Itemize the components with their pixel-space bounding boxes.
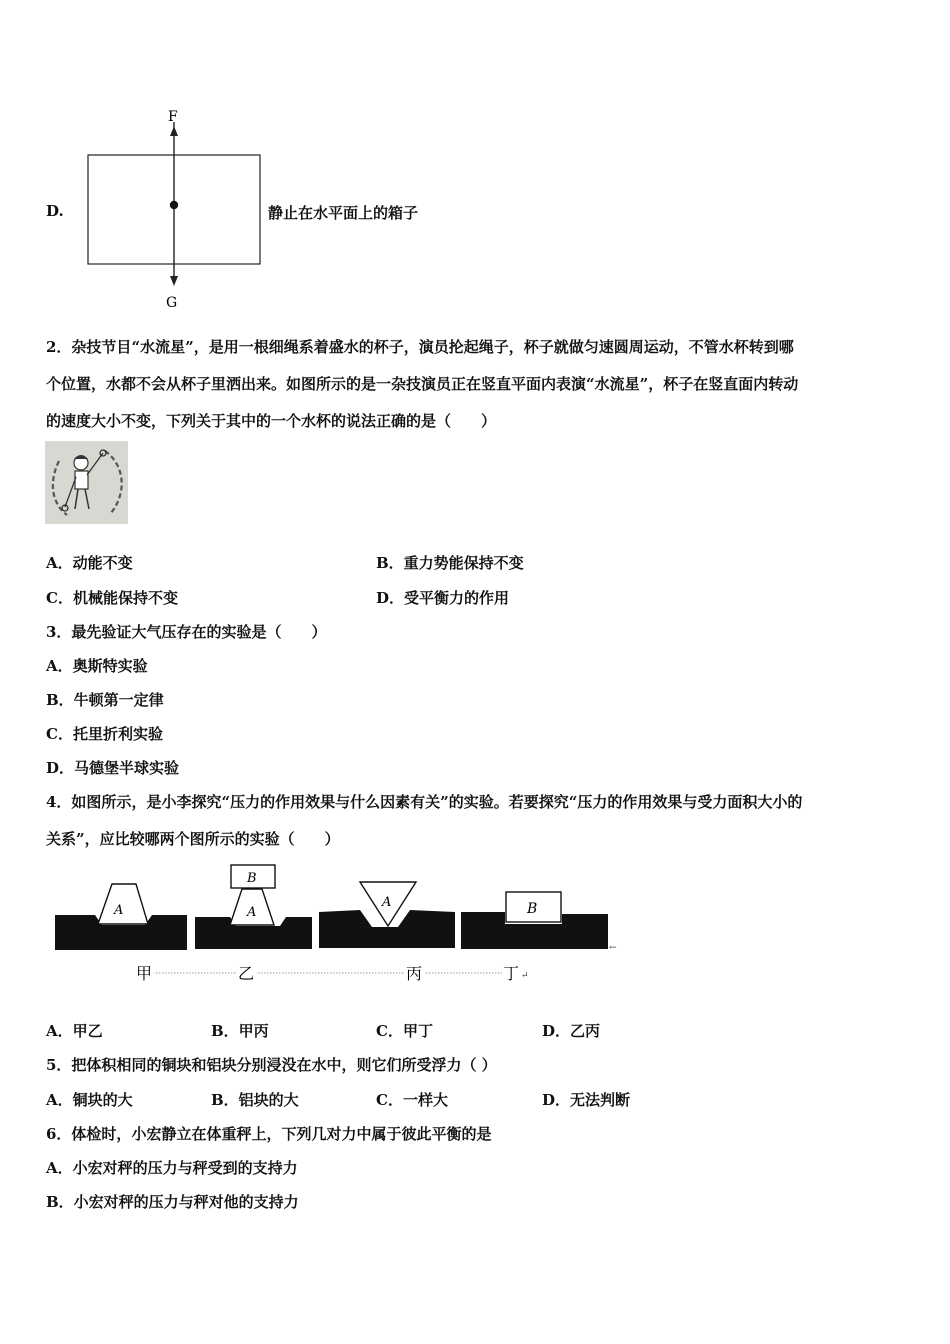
q6-option-b: B．小宏对秤的压力与秤对他的支持力 [46,1193,299,1211]
q3-option-a: A．奥斯特实验 [46,657,148,675]
q3-option-d: D．马德堡半球实验 [46,759,180,777]
q4-option-b: B．甲丙 [211,1022,269,1040]
block-a-label: A [382,895,392,910]
label-yi: 乙 [238,964,255,983]
q3-option-b: B．牛顿第一定律 [46,691,164,709]
block-a-label: A [247,905,257,920]
q4-option-c: C．甲丁 [376,1022,433,1040]
q6-stem: 6．体检时，小宏静立在体重秤上，下列几对力中属于彼此平衡的是 [46,1125,492,1143]
svg-text:↵: ↵ [521,971,529,981]
label-bing: 丙 [406,964,423,983]
label-jia: 甲 [136,964,153,983]
q1-option-d-caption: 静止在水平面上的箱子 [268,204,419,222]
q5-option-d: D．无法判断 [542,1091,631,1109]
q2-stem-line-2: 个位置，水都不会从杯子里洒出来。如图所示的是一杂技演员正在竖直平面内表演“水流星”，杯子在竖直面内转动 [46,375,799,393]
q5-option-a: A．铜块的大 [46,1091,133,1109]
q5-option-c: C．一样大 [376,1091,448,1109]
block-a-label: A [114,903,124,918]
center-of-mass-dot [170,201,178,209]
block-b-label: B [527,901,538,917]
q6-option-a: A．小宏对秤的压力与秤受到的支持力 [46,1159,298,1177]
force-arrow-down-icon [170,276,178,286]
block-b-label: B [247,871,257,886]
force-arrow-up-icon [170,126,178,136]
pressure-experiment-figure [50,860,630,990]
box-force-diagram [80,104,270,314]
experiment-ding [461,892,617,953]
experiment-bing [319,882,455,948]
force-g-label: G [166,295,178,311]
q3-stem: 3．最先验证大气压存在的实验是（ ） [46,623,327,641]
label-ding: 丁 [503,964,520,983]
water-meteor-illustration [45,441,128,524]
experiment-yi [195,865,312,949]
q4-stem-line-1: 4．如图所示，是小李探究“压力的作用效果与什么因素有关”的实验。若要探究“压力的作用效果与受力面积大小的 [46,793,803,811]
q2-option-c: C．机械能保持不变 [46,589,178,607]
force-f-label: F [168,109,178,125]
q2-option-b: B．重力势能保持不变 [376,554,524,572]
q2-stem-line-3: 的速度大小不变，下列关于其中的一个水杯的说法正确的是（ ） [46,412,497,430]
q3-option-c: C．托里折利实验 [46,725,163,743]
q2-option-d: D．受平衡力的作用 [376,589,510,607]
q4-option-a: A．甲乙 [46,1022,103,1040]
q5-option-b: B．铝块的大 [211,1091,299,1109]
experiment-jia [55,884,187,950]
q4-option-d: D．乙丙 [542,1022,601,1040]
q5-stem: 5．把体积相同的铜块和铝块分别浸没在水中，则它们所受浮力（ ） [46,1056,497,1074]
q2-option-a: A．动能不变 [46,554,133,572]
svg-text:←: ← [609,943,617,953]
q4-stem-line-2: 关系”，应比较哪两个图所示的实验（ ） [46,830,340,848]
q1-option-d-letter: D. [46,202,64,220]
q2-stem-line-1: 2．杂技节目“水流星”，是用一根细绳系着盛水的杯子，演员抡起绳子，杯子就做匀速圆周运动，不管水杯转到哪 [46,338,794,356]
